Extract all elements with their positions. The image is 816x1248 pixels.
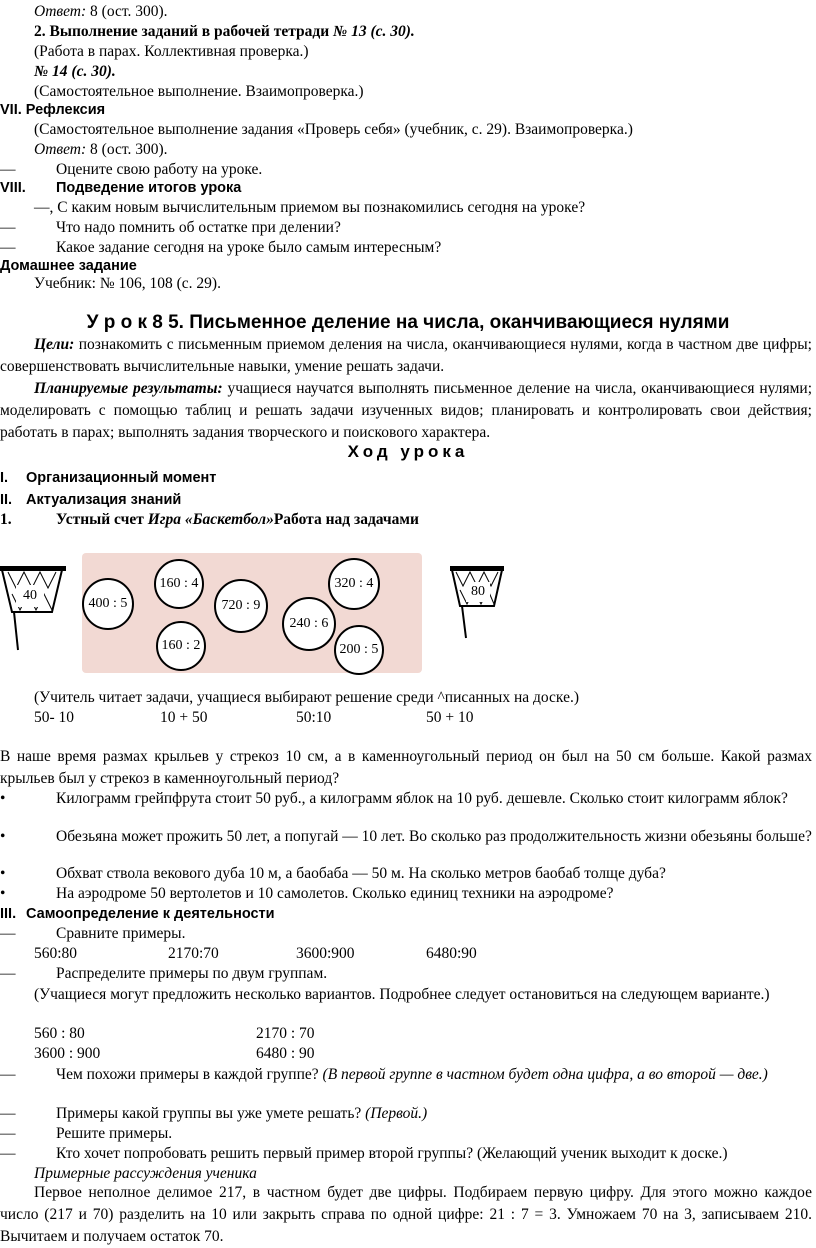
course-heading: Ход урока [347, 442, 469, 461]
stage-1: I. Организационный момент [0, 470, 217, 486]
task-5: • На аэродроме 50 вертолетов и 10 самолетов. Сколько единиц техники на аэродроме? [0, 885, 614, 902]
answer-line-1: Ответ: 8 (ост. 300). [34, 3, 168, 20]
section-3-variants: (Учащиеся могут предложить несколько вариантов. Подробнее следует остановиться на следующем варианте.) [34, 986, 770, 1003]
left-basket-icon [0, 560, 70, 655]
task-4: • Обхват ствола векового дуба 10 м, а баобаба — 50 м. На сколько метров баобаб толще дуба? [0, 865, 666, 882]
section-7-answer: Ответ: 8 (ост. 300). [34, 141, 168, 158]
section-8-heading: VIII. Подведение итогов урока [0, 180, 242, 196]
ball-circle[interactable]: 320 : 4 [328, 558, 380, 610]
board-area [82, 553, 422, 673]
lesson-goals: Цели: познакомить с письменным приемом деления на числа, оканчивающиеся нулями, когда в частном две цифры; совершенствовать вычислительные навыки, умение решать задачи. [0, 336, 812, 375]
task-3: • Обезьяна может прожить 50 лет, а попугай — 10 лет. Во сколько раз продолжительность жизни обезьяны больше? [0, 828, 812, 845]
ball-circle[interactable]: 400 : 5 [82, 578, 134, 630]
ball-circle[interactable]: 240 : 6 [282, 597, 336, 651]
lesson-title: У р о к 8 5. Письменное деление на числа, оканчивающиеся нулями [86, 312, 730, 333]
section-7-note: (Самостоятельное выполнение задания «Проверь себя» (учебник, с. 29). Взаимопроверка.) [34, 121, 633, 138]
lesson-results: Планируемые результаты: учащиеся научатся выполнять письменное деление на числа, оканчивающиеся нулями; моделировать с помощью таблиц и решать задачи изученных видов; планировать и контролировать свои действия; работать в парах; выполнять задания творческого и поискового характера. [0, 380, 813, 441]
workbook-ref-2: № 14 (с. 30). [34, 63, 116, 80]
reasoning-text: Первое неполное делимое 217, в частном будет две цифры. Подбираем первую цифру. Для этого можно каждое число (217 и 70) разделить на 10 или закрыть справа по одной цифре: 21 : 7 = 3. Умножаем 70 на 3, записываем 210. Вычитаем и получаем остаток 70. [0, 1184, 812, 1245]
ball-circle[interactable]: 200 : 5 [334, 625, 384, 675]
left-basket-value: 40 [16, 585, 44, 607]
teacher-note: (Учитель читает задачи, учащиеся выбирают решение среди ^писанных на доске.) [34, 689, 579, 706]
right-basket-value: 80 [466, 582, 490, 602]
reasoning-label: Примерные рассуждения ученика [34, 1165, 257, 1182]
section-3-dash-3: — Чем похожи примеры в каждой группе? (В первой группе в частном будет одна цифра, а во второй — две.) [0, 1066, 768, 1083]
homework-heading: Домашнее задание [0, 258, 137, 274]
task-1: В наше время размах крыльев у стрекоз 10 см, а в каменноугольный период он был на 50 см больше. Какой размах крыльев был у стрекоз в каменноугольный период? [0, 748, 812, 787]
workbook-task-line: 2. Выполнение заданий в рабочей тетради № 13 (с. 30). [34, 23, 415, 40]
stage-2: II. Актуализация знаний [0, 492, 182, 508]
workbook-note-2: (Самостоятельное выполнение. Взаимопроверка.) [34, 83, 364, 100]
ball-circle[interactable]: 160 : 4 [154, 559, 204, 609]
section-7-heading: VII. Рефлексия [0, 102, 106, 118]
task-2: • Килограмм грейпфрута стоит 50 руб., а килограмм яблок на 10 руб. дешевле. Сколько стоит килограмм яблок? [0, 790, 788, 807]
section-3-heading: III. Самоопределение к деятельности [0, 906, 275, 922]
homework-text: Учебник: № 106, 108 (с. 29). [34, 275, 221, 292]
ball-circle[interactable]: 720 : 9 [214, 579, 268, 633]
section-8-question-1: —, С каким новым вычислительным приемом вы познакомились сегодня на уроке? [34, 199, 586, 216]
oral-counting-line: 1. Устный счет Игра «Баскетбол»Работа над задачами [0, 511, 419, 528]
ball-circle[interactable]: 160 : 2 [156, 621, 206, 671]
workbook-note-1: (Работа в парах. Коллективная проверка.) [34, 43, 309, 60]
